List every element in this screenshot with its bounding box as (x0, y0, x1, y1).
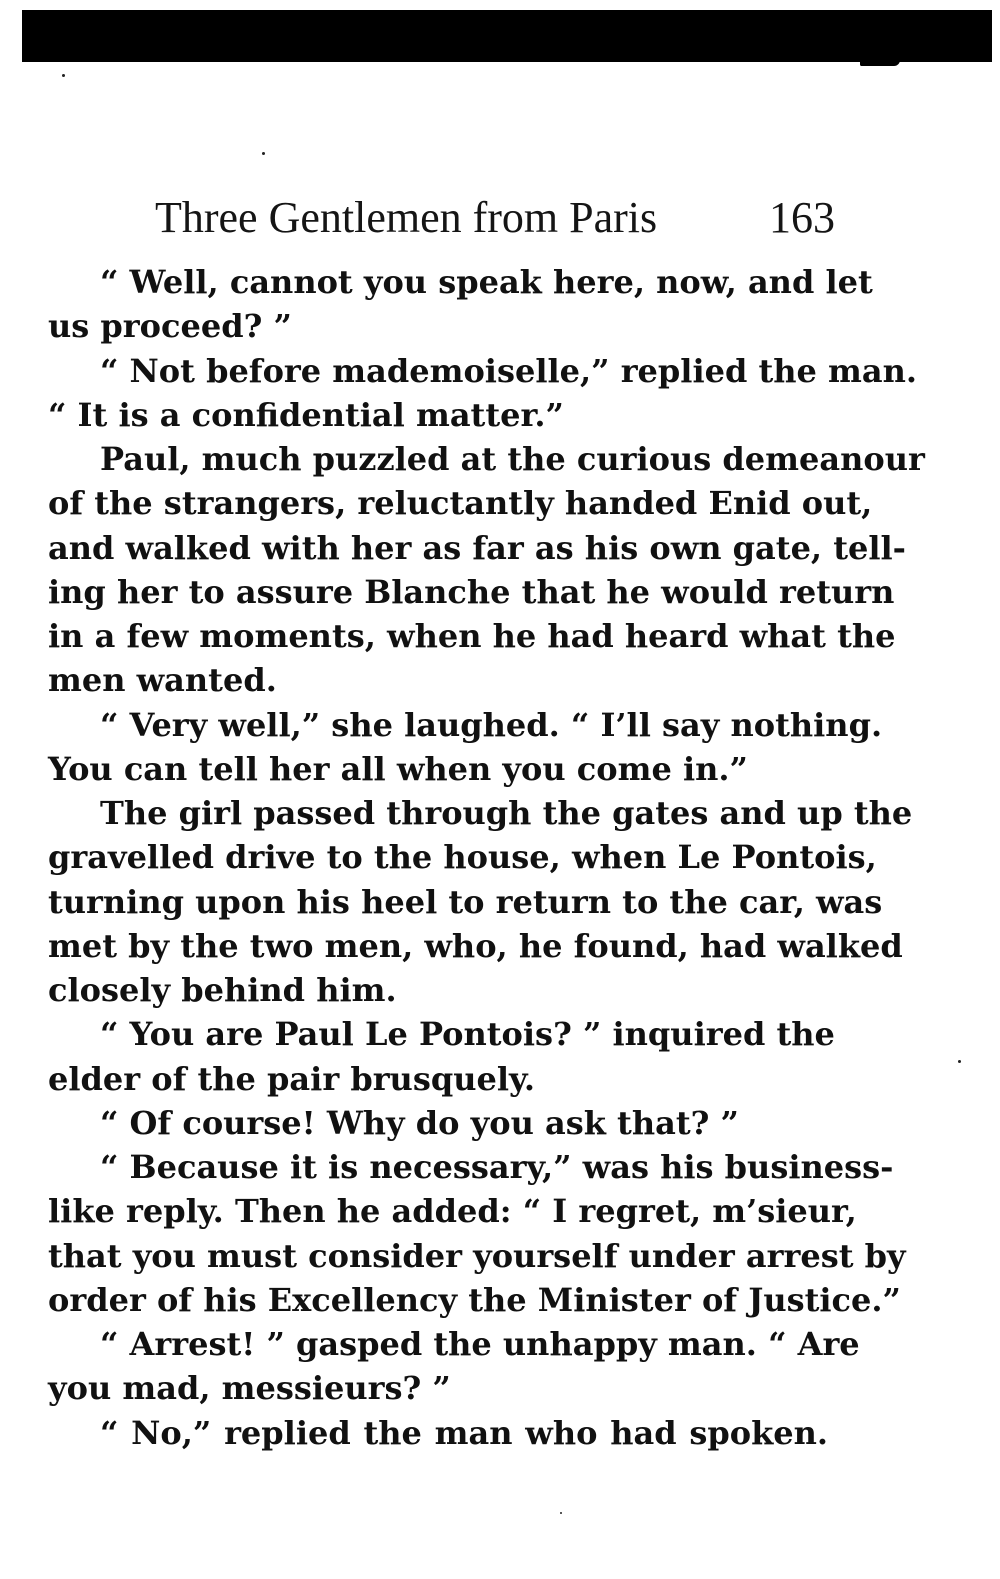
page-number: 163 (769, 193, 835, 242)
text-line: turning upon his heel to return to the car, was (48, 882, 883, 921)
text-line: Paul, much puzzled at the curious demeanour (100, 440, 925, 478)
scan-edge-bar-tail (860, 60, 900, 66)
text-line: men wanted. (48, 661, 277, 700)
text-line: us proceed? ” (48, 307, 292, 346)
text-line: in a few moments, when he had heard what the (48, 617, 896, 655)
text-line: “ Well, cannot you speak here, now, and let (100, 263, 873, 301)
text-line: ing her to assure Blanche that he would return (48, 572, 895, 611)
text-line: “ Because it is necessary,” was his business- (100, 1148, 894, 1186)
text-line: and walked with her as far as his own gate, tell- (48, 528, 906, 567)
running-head (155, 188, 835, 248)
scan-speck (958, 1060, 961, 1063)
scan-speck (62, 74, 65, 77)
text-line: you mad, messieurs? ” (48, 1369, 451, 1408)
text-line: that you must consider yourself under arrest by (48, 1236, 906, 1275)
text-line: “ Of course! Why do you ask that? ” (100, 1103, 739, 1142)
scan-speck (560, 1512, 562, 1514)
text-line: like reply. Then he added: “ I regret, m’sieur, (48, 1192, 857, 1231)
text-line: “ Very well,” she laughed. “ I’ll say nothing. (100, 705, 883, 744)
text-line: “ No,” replied the man who had spoken. (100, 1413, 828, 1452)
text-line: “ Arrest! ” gasped the unhappy man. “ Are (100, 1325, 860, 1363)
body-text (48, 260, 925, 1455)
text-line: closely behind him. (48, 971, 397, 1009)
text-line: met by the two men, who, he found, had walked (48, 926, 903, 965)
text-line: You can tell her all when you come in.” (48, 749, 748, 788)
text-line: gravelled drive to the house, when Le Pontois, (48, 838, 877, 877)
text-line: of the strangers, reluctantly handed Enid out, (48, 484, 873, 523)
running-title: Three Gentlemen from Paris (155, 193, 658, 242)
text-line: “ You are Paul Le Pontois? ” inquired the (100, 1015, 835, 1054)
text-line: order of his Excellency the Minister of Justice.” (48, 1280, 901, 1319)
text-line: elder of the pair brusquely. (48, 1059, 536, 1098)
scan-edge-bar (22, 10, 992, 62)
text-line: “ Not before mademoiselle,” replied the man. (100, 351, 918, 390)
text-line: The girl passed through the gates and up the (100, 794, 913, 832)
scan-speck (262, 152, 265, 155)
text-line: “ It is a confidential matter.” (48, 395, 564, 434)
